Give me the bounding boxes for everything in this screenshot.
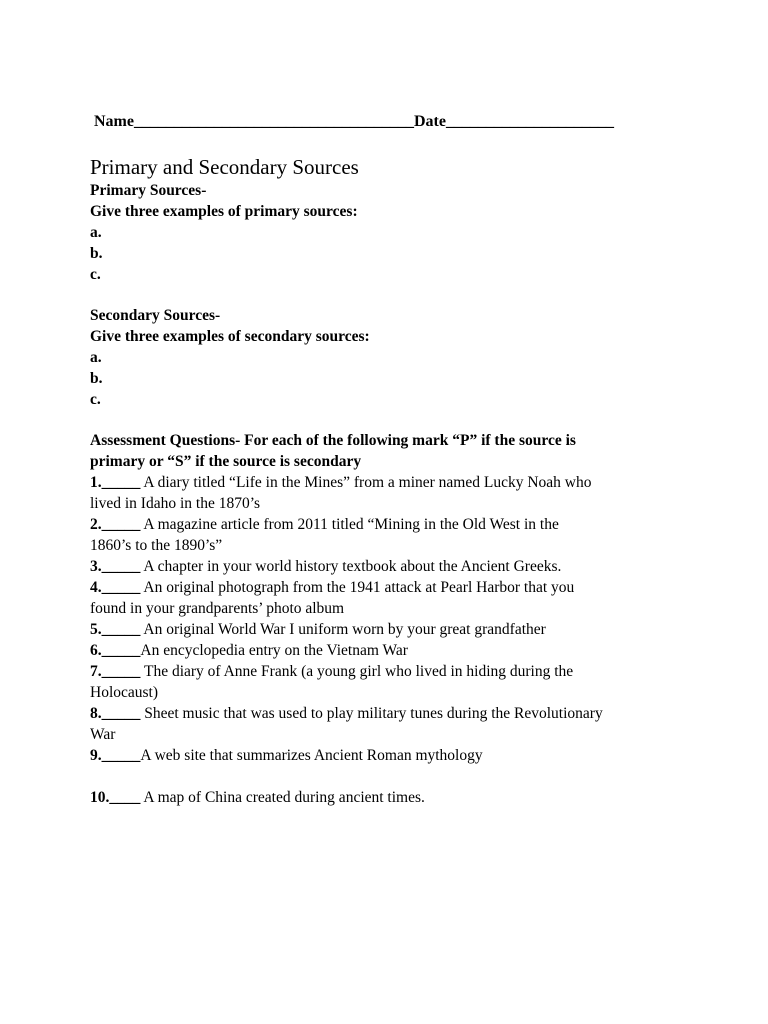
question-text: The diary of Anne Frank (a young girl who lived in hiding during the bbox=[140, 663, 574, 680]
spacer bbox=[90, 410, 690, 430]
question-number: 3._____ bbox=[90, 558, 141, 575]
secondary-item-b: b. bbox=[90, 370, 103, 387]
name-field-label: Name___________________________________ bbox=[94, 113, 414, 130]
question-text: An original photograph from the 1941 attack at Pearl Harbor that you bbox=[140, 579, 575, 596]
primary-item-c: c. bbox=[90, 266, 101, 283]
question-8 bbox=[90, 703, 690, 724]
question-2 bbox=[90, 514, 690, 535]
question-number: 2._____ bbox=[90, 516, 141, 533]
question-1 bbox=[90, 472, 690, 493]
question-10 bbox=[90, 787, 690, 808]
question-5 bbox=[90, 619, 690, 640]
question-text: An encyclopedia entry on the Vietnam War bbox=[140, 642, 408, 659]
secondary-item-a: a. bbox=[90, 349, 102, 366]
assessment-intro-line2: primary or “S” if the source is secondary bbox=[90, 453, 362, 470]
secondary-prompt: Give three examples of secondary sources: bbox=[90, 328, 370, 345]
page-title: Primary and Secondary Sources bbox=[90, 155, 359, 179]
date-field-label: Date_____________________ bbox=[413, 113, 614, 130]
question-number: 5._____ bbox=[90, 621, 141, 638]
question-text: A magazine article from 2011 titled “Mining in the Old West in the bbox=[140, 516, 559, 533]
question-text: An original World War I uniform worn by your great grandfather bbox=[140, 621, 546, 638]
question-number: 1._____ bbox=[90, 474, 141, 491]
primary-heading: Primary Sources- bbox=[90, 182, 207, 199]
question-number: 7._____ bbox=[90, 663, 141, 680]
primary-prompt: Give three examples of primary sources: bbox=[90, 203, 358, 220]
question-number: 10.____ bbox=[90, 789, 141, 806]
secondary-heading: Secondary Sources- bbox=[90, 307, 221, 324]
question-1-continued: lived in Idaho in the 1870’s bbox=[90, 495, 261, 512]
question-text: Sheet music that was used to play military tunes during the Revolutionary bbox=[140, 705, 603, 722]
assessment-intro-line1: Assessment Questions- For each of the following mark “P” if the source is bbox=[90, 432, 576, 449]
question-number: 8._____ bbox=[90, 705, 141, 722]
question-number: 6._____ bbox=[90, 642, 141, 659]
question-3 bbox=[90, 556, 690, 577]
question-2-continued: 1860’s to the 1890’s” bbox=[90, 537, 223, 554]
secondary-item-c: c. bbox=[90, 391, 101, 408]
question-text: A map of China created during ancient times. bbox=[140, 789, 425, 806]
header-line bbox=[94, 110, 690, 134]
question-text: A web site that summarizes Ancient Roman mythology bbox=[140, 747, 483, 764]
question-4-continued: found in your grandparents’ photo album bbox=[90, 600, 345, 617]
question-number: 4._____ bbox=[90, 579, 141, 596]
question-text: A chapter in your world history textbook about the Ancient Greeks. bbox=[140, 558, 562, 575]
question-6 bbox=[90, 640, 690, 661]
question-8-continued: War bbox=[90, 726, 116, 743]
primary-item-b: b. bbox=[90, 245, 103, 262]
question-4 bbox=[90, 577, 690, 598]
question-number: 9._____ bbox=[90, 747, 141, 764]
worksheet-page bbox=[90, 110, 690, 808]
question-7 bbox=[90, 661, 690, 682]
spacer bbox=[90, 766, 690, 787]
primary-item-a: a. bbox=[90, 224, 102, 241]
question-text: A diary titled “Life in the Mines” from a miner named Lucky Noah who bbox=[140, 474, 592, 491]
question-7-continued: Holocaust) bbox=[90, 684, 159, 701]
question-9 bbox=[90, 745, 690, 766]
spacer bbox=[90, 285, 690, 305]
